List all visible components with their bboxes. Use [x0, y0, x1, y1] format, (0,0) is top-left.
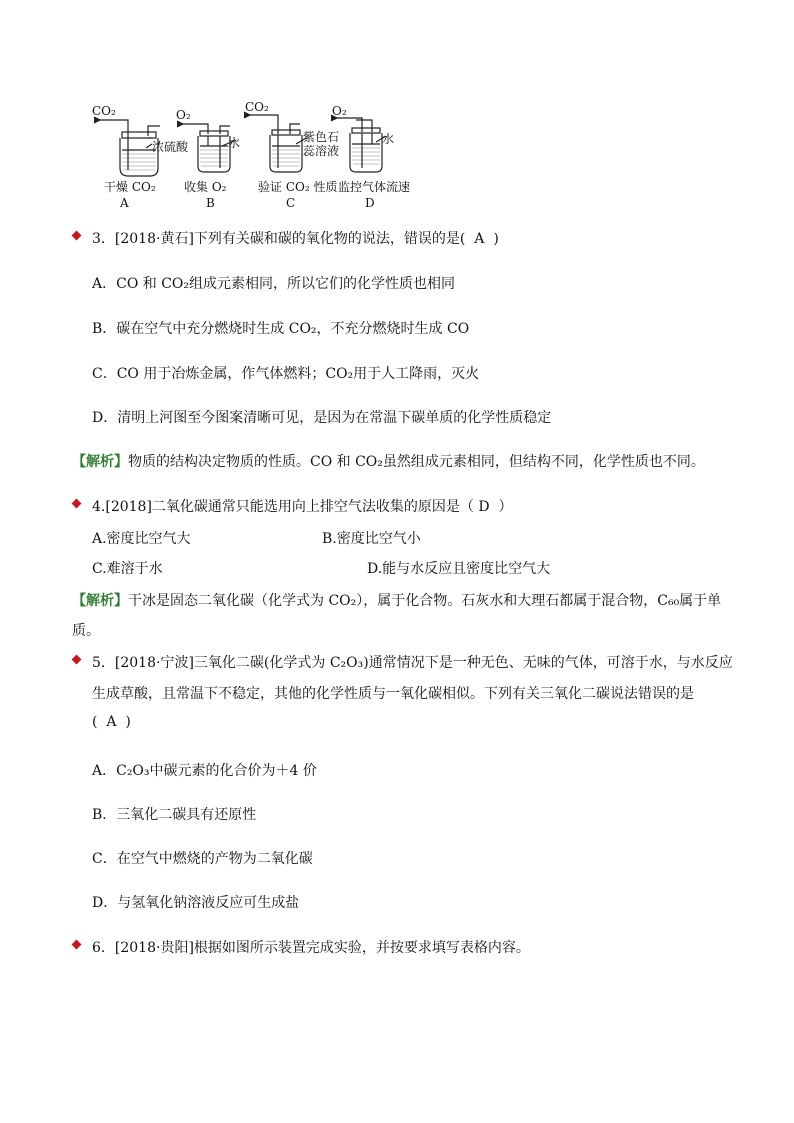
question-4-option-d: D.能与水反应且密度比空气大	[367, 561, 551, 577]
question-5-option-b: B．三氧化二碳具有还原性	[92, 807, 257, 823]
question-4-option-b: B.密度比空气小	[322, 531, 421, 547]
question-4-analysis-line-2: 质。	[72, 623, 100, 639]
reagent-litmus-1: 紫色石	[303, 130, 340, 144]
question-4-analysis-line-1	[72, 590, 721, 610]
question-3-option-b: B．碳在空气中充分燃烧时生成 CO₂，不充分燃烧时生成 CO	[92, 321, 470, 337]
bullet-diamond-icon	[72, 499, 82, 509]
question-4-close: ）	[498, 499, 513, 515]
question-3-answer: A	[474, 231, 485, 247]
question-4-answer: D	[478, 499, 490, 515]
gas-label-d: O₂	[332, 104, 347, 118]
letter-d: D	[365, 196, 375, 210]
gas-label-c: CO₂	[245, 100, 269, 114]
bullet-diamond-icon	[72, 231, 82, 241]
question-5-open: (	[92, 714, 98, 730]
question-5-option-d: D．与氢氧化钠溶液反应可生成盐	[92, 895, 300, 911]
reagent-litmus-2: 蕊溶液	[303, 144, 340, 158]
question-3-close: )	[493, 231, 499, 247]
analysis-tag: 【解析】	[72, 454, 128, 470]
bottle-c	[244, 112, 306, 172]
question-5-option-c: C．在空气中燃烧的产物为二氧化碳	[92, 851, 313, 867]
caption-a: 干燥 CO₂	[104, 180, 156, 194]
question-3-option-d: D．清明上河图至今图案清晰可见，是因为在常温下碳单质的化学性质稳定	[92, 410, 552, 426]
question-3-stem	[92, 228, 499, 248]
question-5-stem-line-2: 生成草酸，且常温下不稳定，其他的化学性质与一氧化碳相似。下列有关三氧化二碳说法错误的是	[92, 686, 694, 702]
question-3-option-c: C．CO 用于冶炼金属，作气体燃料；CO₂用于人工降雨，灭火	[92, 366, 480, 382]
caption-c: 验证 CO₂ 性质	[258, 180, 338, 194]
letter-b: B	[206, 196, 215, 210]
letter-a: A	[120, 196, 129, 210]
reagent-water-b: 水	[228, 136, 241, 150]
reagent-conc-sulfuric-acid: 浓硫酸	[152, 140, 189, 154]
question-4-text: 4.[2018]二氧化碳通常只能选用向上排空气法收集的原因是（	[92, 499, 474, 515]
question-4-stem	[92, 496, 513, 516]
question-3-option-a: A．CO 和 CO₂组成元素相同，所以它们的化学性质也相同	[92, 276, 456, 292]
question-5-answer-line	[92, 714, 131, 730]
letter-c: C	[286, 196, 296, 210]
question-3-text: 3．[2018·黄石]下列有关碳和碳的氧化物的说法，错误的是(	[92, 231, 466, 247]
bullet-diamond-icon	[72, 655, 82, 665]
bullet-diamond-icon	[72, 940, 82, 950]
caption-d: 监控气体流速	[338, 180, 411, 194]
question-3-analysis-text: 物质的结构决定物质的性质。CO 和 CO₂虽然组成元素相同，但结构不同，化学性质也不同。	[128, 454, 705, 470]
reagent-water-d: 水	[382, 132, 395, 146]
question-6-stem: 6．[2018·贵阳]根据如图所示装置完成实验，并按要求填写表格内容。	[92, 940, 530, 956]
analysis-tag: 【解析】	[72, 593, 128, 609]
bottle-a	[94, 117, 160, 176]
question-4-option-c: C.难溶于水	[92, 561, 163, 577]
question-5-option-a: A．C₂O₃中碳元素的化合价为＋4 价	[92, 763, 317, 779]
question-5-close: )	[125, 714, 131, 730]
question-4-option-a: A.密度比空气大	[92, 531, 191, 547]
question-5-answer: A	[106, 714, 117, 730]
question-5-stem-line-1: 5．[2018·宁波]三氧化二碳(化学式为 C₂O₃)通常情况下是一种无色、无味的气体，可溶于水，与水反应	[92, 655, 733, 671]
gas-label-b: O₂	[176, 108, 191, 122]
question-3-analysis	[72, 451, 705, 471]
bottle-d	[331, 115, 386, 172]
gas-label-a: CO₂	[92, 104, 116, 118]
caption-b: 收集 O₂	[184, 180, 227, 194]
question-4-analysis-text: 干冰是固态二氧化碳（化学式为 CO₂），属于化合物。石灰水和大理石都属于混合物，C₆₀属于单	[128, 593, 722, 609]
